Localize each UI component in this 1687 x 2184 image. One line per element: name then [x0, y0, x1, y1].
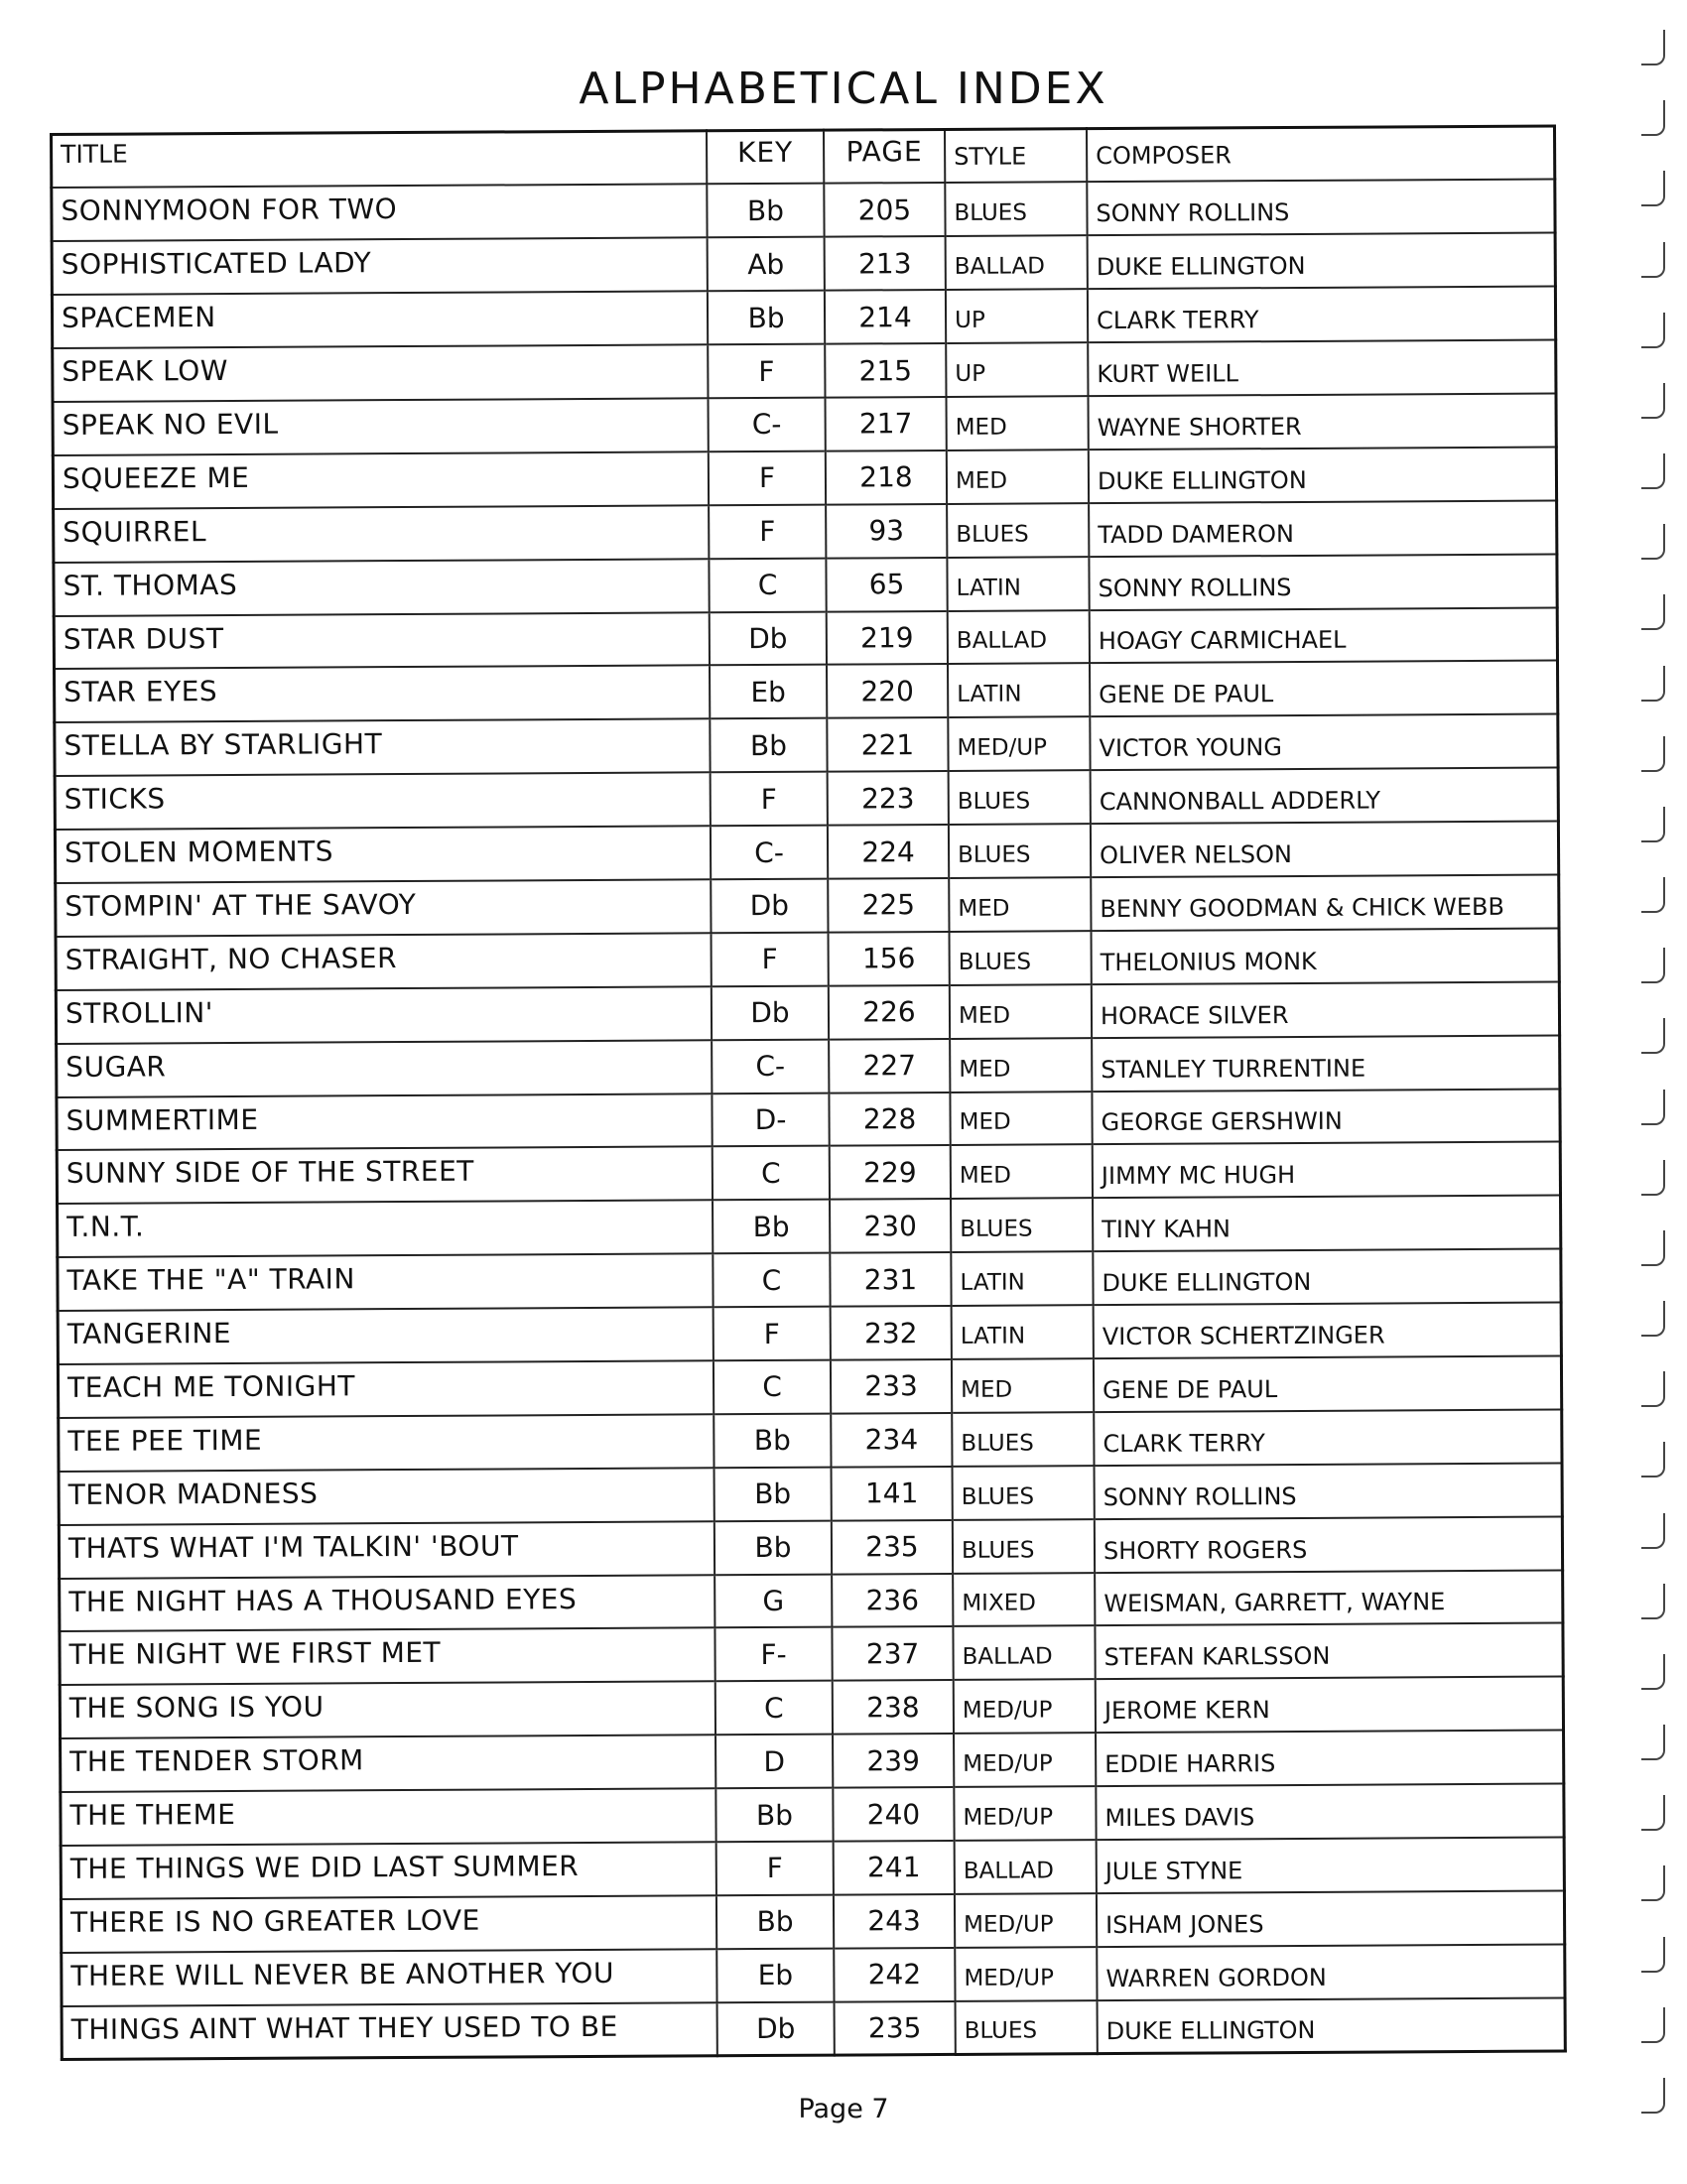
- composer-cell: STANLEY TURRENTINE: [1092, 1035, 1560, 1092]
- table-row: [53, 447, 1556, 508]
- binding-hole-mark: [1641, 313, 1665, 348]
- page-cell: 214: [825, 290, 946, 344]
- title-cell: SUGAR: [57, 1040, 713, 1097]
- title-cell: STELLA BY STARLIGHT: [55, 719, 711, 777]
- table-row: [55, 661, 1558, 722]
- key-cell: Bb: [715, 1788, 833, 1843]
- key-cell: F: [708, 344, 825, 399]
- key-cell: F: [709, 450, 826, 505]
- binding-hole-mark: [1641, 453, 1665, 489]
- table-row: [57, 1089, 1560, 1150]
- page-cell: 235: [832, 1520, 953, 1575]
- composer-cell: CLARK TERRY: [1088, 287, 1556, 343]
- composer-cell: GEORGE GERSHWIN: [1092, 1089, 1560, 1145]
- style-cell: MED: [949, 877, 1091, 932]
- composer-cell: VICTOR YOUNG: [1090, 714, 1558, 771]
- style-cell: MED: [950, 1092, 1092, 1146]
- page-cell: 228: [829, 1092, 950, 1146]
- table-row: [61, 1731, 1564, 1792]
- composer-cell: THELONIUS MONK: [1092, 928, 1560, 984]
- title-cell: THERE IS NO GREATER LOVE: [61, 1895, 716, 1953]
- composer-cell: EDDIE HARRIS: [1096, 1731, 1564, 1787]
- title-cell: THATS WHAT I'M TALKIN' 'BOUT: [59, 1521, 714, 1579]
- binding-hole-mark: [1641, 2007, 1665, 2043]
- binding-hole-mark: [1641, 171, 1665, 206]
- index-rows: [52, 180, 1566, 2060]
- key-cell: C-: [712, 1039, 829, 1093]
- binding-hole-mark: [1641, 1584, 1665, 1619]
- title-cell: STROLLIN': [56, 986, 712, 1044]
- table-row: [58, 1196, 1561, 1257]
- table-row: [53, 340, 1556, 402]
- table-row: [53, 393, 1556, 454]
- title-cell: TAKE THE "A" TRAIN: [58, 1253, 714, 1311]
- table-row: [58, 1355, 1561, 1417]
- key-cell: Bb: [710, 718, 827, 773]
- composer-cell: OLIVER NELSON: [1091, 822, 1559, 878]
- style-cell: MED/UP: [955, 1947, 1097, 2001]
- key-cell: D-: [712, 1092, 829, 1147]
- key-cell: C: [713, 1146, 830, 1201]
- binding-hole-mark: [1641, 1513, 1665, 1549]
- style-cell: MED: [946, 396, 1088, 450]
- page-cell: 242: [834, 1948, 955, 2002]
- style-cell: MED: [952, 1358, 1094, 1413]
- style-cell: LATIN: [948, 664, 1090, 718]
- page-cell: 227: [829, 1039, 950, 1093]
- key-cell: C: [715, 1681, 833, 1735]
- composer-cell: GENE DE PAUL: [1090, 661, 1558, 717]
- style-cell: BLUES: [953, 1519, 1095, 1574]
- binding-hole-mark: [1641, 1230, 1665, 1266]
- style-cell: LATIN: [952, 1305, 1094, 1359]
- table-row: [60, 1570, 1563, 1631]
- table-row: [59, 1463, 1562, 1524]
- binding-strip: [1627, 30, 1687, 2114]
- key-cell: D: [715, 1734, 833, 1789]
- page-cell: 141: [832, 1467, 953, 1521]
- page-cell: 230: [830, 1199, 951, 1253]
- title-cell: STOLEN MOMENTS: [55, 826, 711, 883]
- table-row: [56, 928, 1559, 989]
- table-row: [57, 1035, 1560, 1096]
- page-cell: 233: [831, 1359, 952, 1414]
- title-cell: STOMPIN' AT THE SAVOY: [56, 879, 712, 937]
- composer-cell: JULE STYNE: [1097, 1838, 1565, 1894]
- table-header-row: [52, 126, 1555, 188]
- composer-cell: VICTOR SCHERTZINGER: [1094, 1303, 1562, 1359]
- composer-cell: WEISMAN, GARRETT, WAYNE: [1095, 1570, 1563, 1626]
- composer-cell: SONNY ROLLINS: [1087, 180, 1555, 236]
- style-cell: UP: [946, 342, 1088, 397]
- key-cell: F: [714, 1307, 831, 1361]
- title-cell: THE SONG IS YOU: [60, 1682, 715, 1739]
- key-cell: Db: [712, 985, 829, 1040]
- key-cell: Eb: [710, 665, 827, 719]
- title-cell: THERE WILL NEVER BE ANOTHER YOU: [62, 1949, 717, 2006]
- binding-hole-mark: [1641, 1865, 1665, 1901]
- key-cell: Bb: [714, 1520, 832, 1575]
- composer-cell: MILES DAVIS: [1096, 1784, 1564, 1841]
- page-cell: 218: [826, 450, 947, 505]
- style-cell: BLUES: [950, 931, 1092, 985]
- table-row: [54, 554, 1557, 615]
- style-cell: BALLAD: [953, 1626, 1095, 1681]
- table-row: [60, 1623, 1563, 1685]
- page-cell: 241: [834, 1841, 955, 1895]
- key-cell: Eb: [716, 1948, 834, 2002]
- key-cell: C: [709, 558, 826, 612]
- title-cell: SQUEEZE ME: [53, 451, 709, 509]
- title-cell: THE TENDER STORM: [61, 1734, 716, 1792]
- page-cell: 220: [827, 664, 948, 718]
- style-cell: LATIN: [951, 1251, 1093, 1306]
- page-cell: 213: [825, 236, 946, 291]
- title-cell: TEE PEE TIME: [59, 1414, 714, 1472]
- title-cell: SOPHISTICATED LADY: [52, 238, 708, 296]
- style-cell: UP: [946, 289, 1088, 343]
- binding-hole-mark: [1641, 666, 1665, 702]
- style-cell: BLUES: [949, 770, 1091, 825]
- key-cell: F: [716, 1842, 834, 1896]
- page-cell: 221: [827, 717, 948, 772]
- style-cell: BALLAD: [948, 610, 1090, 665]
- composer-cell: SHORTY ROGERS: [1095, 1516, 1563, 1573]
- composer-cell: TINY KAHN: [1093, 1196, 1561, 1252]
- composer-cell: DUKE ELLINGTON: [1098, 1997, 1566, 2054]
- title-cell: THE THEME: [61, 1788, 716, 1846]
- table-row: [59, 1516, 1562, 1578]
- page-cell: 215: [825, 343, 946, 398]
- page-cell: 234: [831, 1413, 952, 1468]
- page-cell: 224: [828, 825, 949, 879]
- table-row: [61, 1838, 1564, 1899]
- composer-cell: DUKE ELLINGTON: [1093, 1249, 1561, 1306]
- key-cell: F: [712, 932, 829, 986]
- title-cell: SPACEMEN: [52, 291, 708, 348]
- style-cell: BLUES: [952, 1412, 1094, 1467]
- style-cell: LATIN: [947, 557, 1089, 611]
- title-cell: THE NIGHT WE FIRST MET: [60, 1628, 715, 1686]
- page-cell: 225: [828, 878, 949, 933]
- table-row: [55, 714, 1558, 776]
- title-cell: THE THINGS WE DID LAST SUMMER: [61, 1842, 716, 1899]
- page-cell: 236: [832, 1573, 953, 1627]
- page-cell: 226: [829, 985, 950, 1040]
- title-cell: ST. THOMAS: [54, 559, 710, 616]
- binding-hole-mark: [1641, 383, 1665, 419]
- table-row: [55, 768, 1558, 830]
- page-cell: 237: [832, 1626, 953, 1681]
- column-header-title: TITLE: [52, 131, 708, 189]
- binding-hole-mark: [1641, 1937, 1665, 1973]
- binding-hole-mark: [1641, 1442, 1665, 1477]
- composer-cell: SONNY ROLLINS: [1089, 554, 1557, 610]
- page-cell: 231: [830, 1252, 951, 1307]
- page-cell: 232: [831, 1306, 952, 1360]
- table-row: [57, 1142, 1560, 1204]
- title-cell: STAR DUST: [54, 612, 710, 670]
- style-cell: MED: [951, 1145, 1093, 1200]
- binding-hole-mark: [1641, 1371, 1665, 1407]
- title-cell: TANGERINE: [58, 1307, 714, 1364]
- title-cell: TEACH ME TONIGHT: [58, 1360, 714, 1418]
- style-cell: MED: [950, 984, 1092, 1039]
- index-table: [50, 125, 1567, 2062]
- style-cell: MED/UP: [954, 1679, 1096, 1734]
- binding-hole-mark: [1641, 242, 1665, 278]
- style-cell: MED: [947, 450, 1089, 504]
- binding-hole-mark: [1641, 100, 1665, 136]
- page-cell: 235: [835, 2001, 956, 2056]
- title-cell: SUMMERTIME: [57, 1093, 713, 1151]
- style-cell: MED: [950, 1038, 1092, 1092]
- table-row: [58, 1303, 1561, 1364]
- binding-hole-mark: [1641, 30, 1665, 65]
- page-cell: 219: [827, 610, 948, 665]
- binding-hole-mark: [1641, 2078, 1665, 2114]
- binding-hole-mark: [1641, 594, 1665, 630]
- title-cell: STICKS: [55, 772, 711, 830]
- column-header-page: PAGE: [824, 129, 945, 184]
- style-cell: MED/UP: [954, 1733, 1096, 1787]
- key-cell: F: [709, 504, 826, 559]
- table-row: [54, 607, 1557, 669]
- title-cell: STRAIGHT, NO CHASER: [56, 933, 712, 990]
- binding-hole-mark: [1641, 1301, 1665, 1337]
- key-cell: C-: [709, 398, 826, 452]
- composer-cell: ISHAM JONES: [1097, 1890, 1565, 1947]
- composer-cell: STEFAN KARLSSON: [1095, 1623, 1563, 1680]
- table-row: [52, 287, 1555, 348]
- composer-cell: WAYNE SHORTER: [1088, 393, 1556, 450]
- title-cell: THE NIGHT HAS A THOUSAND EYES: [60, 1575, 715, 1632]
- style-cell: BALLAD: [946, 235, 1088, 290]
- composer-cell: KURT WEILL: [1088, 340, 1556, 397]
- table-row: [59, 1409, 1562, 1471]
- key-cell: Bb: [714, 1413, 831, 1468]
- key-cell: Db: [711, 879, 828, 934]
- composer-cell: DUKE ELLINGTON: [1089, 447, 1557, 503]
- table-row: [61, 1890, 1564, 1952]
- page-cell: 238: [833, 1680, 954, 1734]
- style-cell: BLUES: [949, 824, 1091, 878]
- binding-hole-mark: [1641, 1654, 1665, 1690]
- composer-cell: TADD DAMERON: [1089, 500, 1557, 557]
- key-cell: Bb: [714, 1467, 832, 1521]
- title-cell: SPEAK LOW: [53, 344, 709, 402]
- style-cell: BLUES: [947, 503, 1089, 558]
- table-row: [56, 981, 1559, 1043]
- style-cell: MIXED: [953, 1573, 1095, 1627]
- title-cell: SUNNY SIDE OF THE STREET: [57, 1147, 713, 1205]
- key-cell: Bb: [708, 291, 825, 345]
- key-cell: F: [711, 772, 828, 827]
- title-cell: SONNYMOON FOR TWO: [52, 185, 708, 242]
- title-cell: T.N.T.: [58, 1201, 714, 1258]
- style-cell: MED/UP: [955, 1893, 1097, 1948]
- binding-hole-mark: [1641, 1090, 1665, 1125]
- composer-cell: SONNY ROLLINS: [1095, 1463, 1563, 1519]
- binding-hole-mark: [1641, 1018, 1665, 1054]
- key-cell: G: [714, 1574, 832, 1628]
- column-header-composer: COMPOSER: [1087, 126, 1555, 183]
- table-row: [60, 1677, 1563, 1738]
- style-cell: MED/UP: [948, 716, 1090, 771]
- key-cell: C-: [711, 826, 828, 880]
- style-cell: BLUES: [956, 2000, 1098, 2055]
- title-cell: THINGS AINT WHAT THEY USED TO BE: [62, 2002, 717, 2060]
- key-cell: Bb: [716, 1895, 834, 1950]
- page-cell: 229: [830, 1145, 951, 1200]
- page-cell: 156: [829, 932, 950, 986]
- style-cell: MED/UP: [954, 1786, 1096, 1841]
- key-cell: Bb: [707, 184, 824, 238]
- binding-hole-mark: [1641, 524, 1665, 560]
- composer-cell: WARREN GORDON: [1097, 1944, 1565, 2000]
- table-row: [54, 500, 1557, 562]
- title-cell: STAR EYES: [55, 666, 711, 723]
- composer-cell: DUKE ELLINGTON: [1088, 233, 1556, 290]
- table-row: [62, 1997, 1565, 2059]
- page-cell: 243: [834, 1894, 955, 1949]
- page-cell: 205: [824, 183, 945, 237]
- key-cell: C: [714, 1360, 831, 1415]
- composer-cell: BENNY GOODMAN & CHICK WEBB: [1091, 874, 1559, 931]
- composer-cell: HORACE SILVER: [1092, 981, 1560, 1038]
- binding-hole-mark: [1641, 1725, 1665, 1760]
- binding-hole-mark: [1641, 736, 1665, 772]
- key-cell: Db: [717, 2001, 835, 2056]
- page-number: Page 7: [798, 2094, 889, 2124]
- column-header-style: STYLE: [945, 129, 1087, 184]
- key-cell: C: [713, 1253, 830, 1308]
- key-cell: Db: [710, 611, 827, 666]
- page-cell: 239: [833, 1734, 954, 1788]
- binding-hole-mark: [1641, 948, 1665, 983]
- composer-cell: HOAGY CARMICHAEL: [1090, 607, 1558, 664]
- title-cell: SPEAK NO EVIL: [53, 398, 709, 455]
- page-cell: 240: [833, 1787, 954, 1842]
- title-cell: TENOR MADNESS: [59, 1468, 714, 1525]
- page-title: ALPHABETICAL INDEX: [579, 64, 1108, 114]
- key-cell: Bb: [713, 1200, 830, 1254]
- table-row: [52, 233, 1555, 295]
- style-cell: BALLAD: [955, 1840, 1097, 1894]
- style-cell: BLUES: [951, 1198, 1093, 1252]
- binding-hole-mark: [1641, 1160, 1665, 1196]
- composer-cell: JEROME KERN: [1096, 1677, 1564, 1734]
- page-cell: 223: [828, 771, 949, 826]
- style-cell: BLUES: [953, 1466, 1095, 1520]
- key-cell: Ab: [708, 237, 825, 292]
- page-cell: 217: [826, 397, 947, 451]
- table-row: [58, 1249, 1561, 1311]
- table-row: [61, 1784, 1564, 1846]
- table-row: [62, 1944, 1565, 2005]
- binding-hole-mark: [1641, 807, 1665, 842]
- table-row: [52, 180, 1555, 241]
- column-header-key: KEY: [707, 130, 824, 185]
- style-cell: BLUES: [945, 183, 1087, 237]
- composer-cell: CLARK TERRY: [1094, 1409, 1562, 1466]
- table-row: [55, 822, 1558, 883]
- composer-cell: GENE DE PAUL: [1094, 1355, 1562, 1412]
- key-cell: F-: [714, 1627, 832, 1682]
- binding-hole-mark: [1641, 1795, 1665, 1831]
- table-row: [56, 874, 1559, 936]
- composer-cell: JIMMY MC HUGH: [1093, 1142, 1561, 1199]
- binding-hole-mark: [1641, 877, 1665, 913]
- composer-cell: CANNONBALL ADDERLY: [1091, 768, 1559, 825]
- page-cell: 65: [826, 558, 947, 612]
- title-cell: SQUIRREL: [54, 505, 710, 563]
- page-cell: 93: [826, 504, 947, 559]
